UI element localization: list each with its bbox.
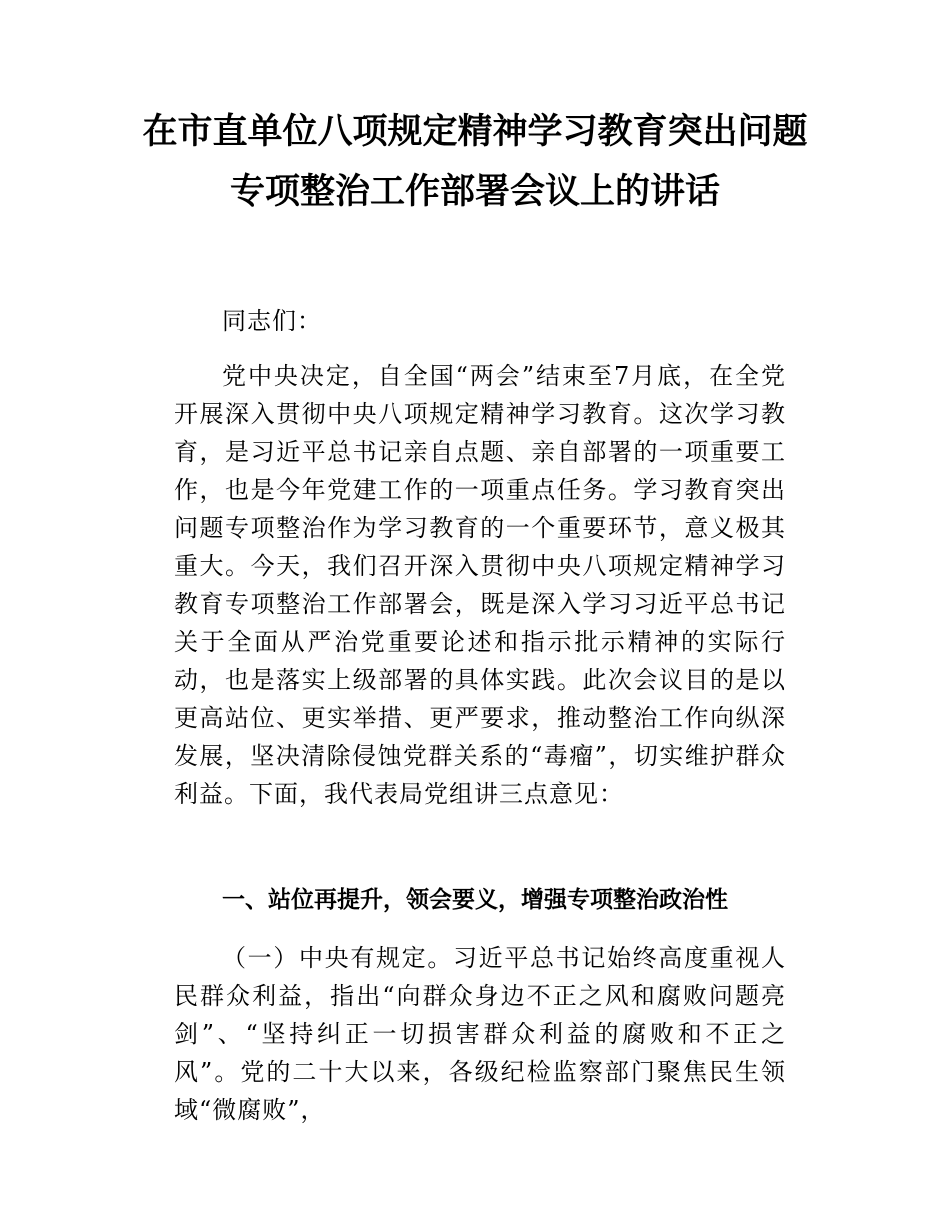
body-paragraph-section-1-1: （一）中央有规定。习近平总书记始终高度重视人民群众利益，指出“向群众身边不正之风和腐败问题亮剑”、“坚持纠正一切损害群众利益的腐败和不正之风”。党的二十大以来，各级纪检监察部门聚焦民生领域“微腐败”， bbox=[174, 944, 786, 1124]
salutation: 同志们： bbox=[222, 307, 322, 335]
body-paragraph-intro: 党中央决定，自全国“两会”结束至7月底，在全党开展深入贯彻中央八项规定精神学习教育。这次学习教育，是习近平总书记亲自点题、亲自部署的一项重要工作，也是今年党建工作的一项重点任务。学习教育突出问题专项整治作为学习教育的一个重要环节，意义极其重大。今天，我们召开深入贯彻中央八项规定精神学习教育专项整治工作部署会，既是深入学习习近平总书记关于全面从严治党重要论述和指示批示精神的实际行动，也是落实上级部署的具体实践。此次会议目的是以更高站位、更实举措、更严要求，推动整治工作向纵深发展，坚决清除侵蚀党群关系的“毒瘤”，切实维护群众利益。下面，我代表局党组讲三点意见： bbox=[174, 362, 786, 808]
document-title-line-1: 在市直单位八项规定精神学习教育突出问题 bbox=[142, 112, 808, 152]
section-heading-1: 一、站位再提升，领会要义，增强专项整治政治性 bbox=[222, 887, 728, 913]
document-title-line-2: 专项整治工作部署会议上的讲话 bbox=[229, 172, 720, 212]
